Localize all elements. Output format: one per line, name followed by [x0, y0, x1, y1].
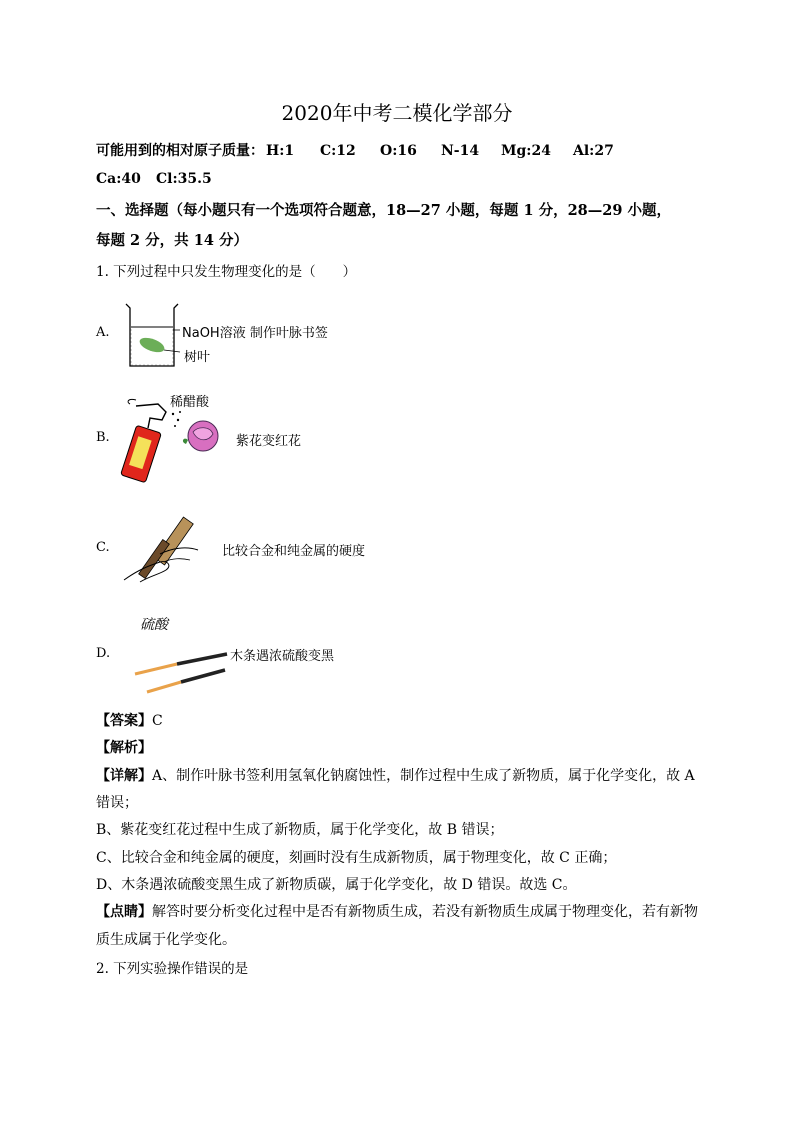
option-a-label-top: NaOH溶液 制作叶脉书签 [182, 326, 328, 341]
option-d-label-top: 硫酸 [140, 617, 168, 633]
answer-tag: 【答案】 [96, 713, 152, 729]
mass-cl: Cl:35.5 [156, 171, 212, 187]
option-a-label-bottom: 树叶 [184, 350, 211, 365]
option-d-letter: D. [96, 646, 111, 661]
atomic-masses-line-2 [96, 171, 212, 187]
option-a-letter: A. [96, 325, 110, 340]
section-heading-line-2: 每题 2 分，共 14 分） [96, 232, 248, 249]
analysis-tag: 【解析】 [96, 740, 152, 756]
detail-tag: 【详解】 [96, 768, 152, 784]
mass-mg: Mg:24 [501, 143, 551, 159]
tip-tag: 【点睛】 [96, 904, 152, 920]
answer-line [96, 710, 163, 730]
detail-line-c: C、比较合金和纯金属的硬度，刻画时没有生成新物质，属于物理变化，故 C 正确； [96, 850, 617, 866]
mass-c: C:12 [320, 143, 356, 159]
tip-text-1: 解答时要分析变化过程中是否有新物质生成，若没有新物质生成属于物理变化，若有新物 [152, 904, 698, 920]
option-b-label-top: 稀醋酸 [170, 395, 210, 410]
option-c-letter: C. [96, 540, 110, 555]
spray-bottle-illustration [118, 398, 238, 488]
mass-h: H:1 [266, 143, 295, 159]
option-c-label-side: 比较合金和纯金属的硬度 [222, 544, 366, 559]
atomic-masses-label: 可能用到的相对原子质量： [96, 143, 264, 159]
detail-a1-text: A、制作叶脉书签利用氢氧化钠腐蚀性，制作过程中生成了新物质，属于化学变化，故 A [152, 768, 695, 784]
option-d-label-side: 木条遇浓硫酸变黑 [230, 649, 335, 664]
page-title: 2020年中考二模化学部分 [281, 101, 513, 125]
detail-line-a1 [96, 765, 695, 785]
detail-line-a2: 错误； [96, 795, 138, 811]
question-1-stem: 1. 下列过程中只发生物理变化的是（ ） [96, 264, 357, 280]
mass-n: N-14 [441, 143, 480, 159]
metal-scratch-illustration [120, 510, 220, 590]
mass-ca: Ca:40 [96, 171, 141, 187]
question-2-stem: 2. 下列实验操作错误的是 [96, 961, 249, 977]
wooden-sticks-illustration [125, 650, 235, 700]
answer-value: C [152, 713, 163, 729]
tip-line-2: 质生成属于化学变化。 [96, 932, 236, 948]
option-b-letter: B. [96, 430, 110, 445]
detail-line-d: D、木条遇浓硫酸变黑生成了新物质碳，属于化学变化，故 D 错误。故选 C。 [96, 877, 577, 893]
tip-line-1 [96, 901, 698, 921]
mass-al: Al:27 [573, 143, 614, 159]
atomic-masses-line-1 [96, 140, 614, 160]
option-b-label-side: 紫花变红花 [236, 434, 302, 449]
detail-line-b: B、紫花变红花过程中生成了新物质，属于化学变化，故 B 错误； [96, 822, 504, 838]
section-heading-line-1: 一、选择题（每小题只有一个选项符合题意，18—27 小题，每题 1 分，28—29 小题， [96, 202, 671, 219]
mass-o: O:16 [380, 143, 417, 159]
